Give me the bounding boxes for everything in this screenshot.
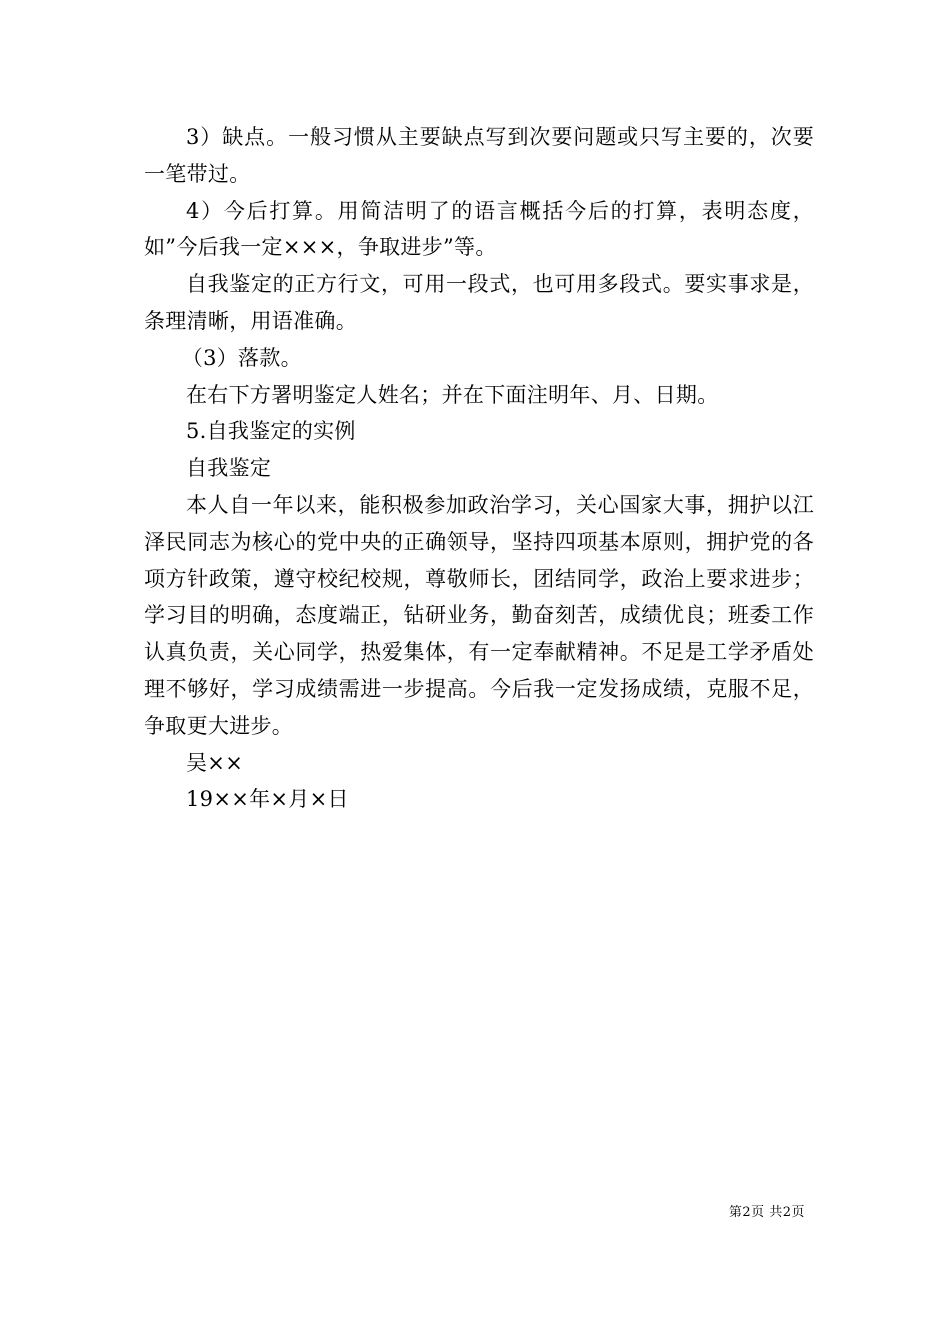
example-signature-date: 19××年×月×日 (186, 787, 349, 812)
paragraph-body-format: 自我鉴定的正方行文，可用一段式，也可用多段式。要实事求是，条理清晰，用语准确。 (144, 272, 814, 333)
paragraph-future-plans: 4）今后打算。用简洁明了的语言概括今后的打算，表明态度，如”今后我一定×××，争取进步”等。 (144, 198, 814, 260)
example-body: 本人自一年以来，能积极参加政治学习，关心国家大事，拥护以江泽民同志为核心的党中央的正确领导，坚持四项基本原则，拥护党的各项方针政策，遵守校纪校规，尊敬师长，团结同学，政治上要求进步；学习目的明确，态度端正，钻研业务，勤奋刻苦，成绩优良；班委工作认真负责，关心同学，热爱集体，有一定奉献精神。不足是工学矛盾处理不够好，学习成绩需进一步提高。今后我一定发扬成绩，克服不足，争取更大进步。 (144, 492, 814, 738)
page-number: 第2页 共2页 (728, 1205, 805, 1220)
example-signature-name: 吴×× (186, 750, 244, 775)
paragraph-signature-instructions: 在右下方署明鉴定人姓名；并在下面注明年、月、日期。 (186, 382, 719, 407)
document-body (144, 119, 814, 818)
paragraph-signature-heading: （3）落款。 (181, 345, 302, 370)
paragraph-shortcomings: 3）缺点。一般习惯从主要缺点写到次要问题或只写主要的，次要一笔带过。 (144, 125, 814, 186)
example-title: 自我鉴定 (186, 456, 272, 481)
section-heading-example: 5.自我鉴定的实例 (186, 419, 356, 444)
